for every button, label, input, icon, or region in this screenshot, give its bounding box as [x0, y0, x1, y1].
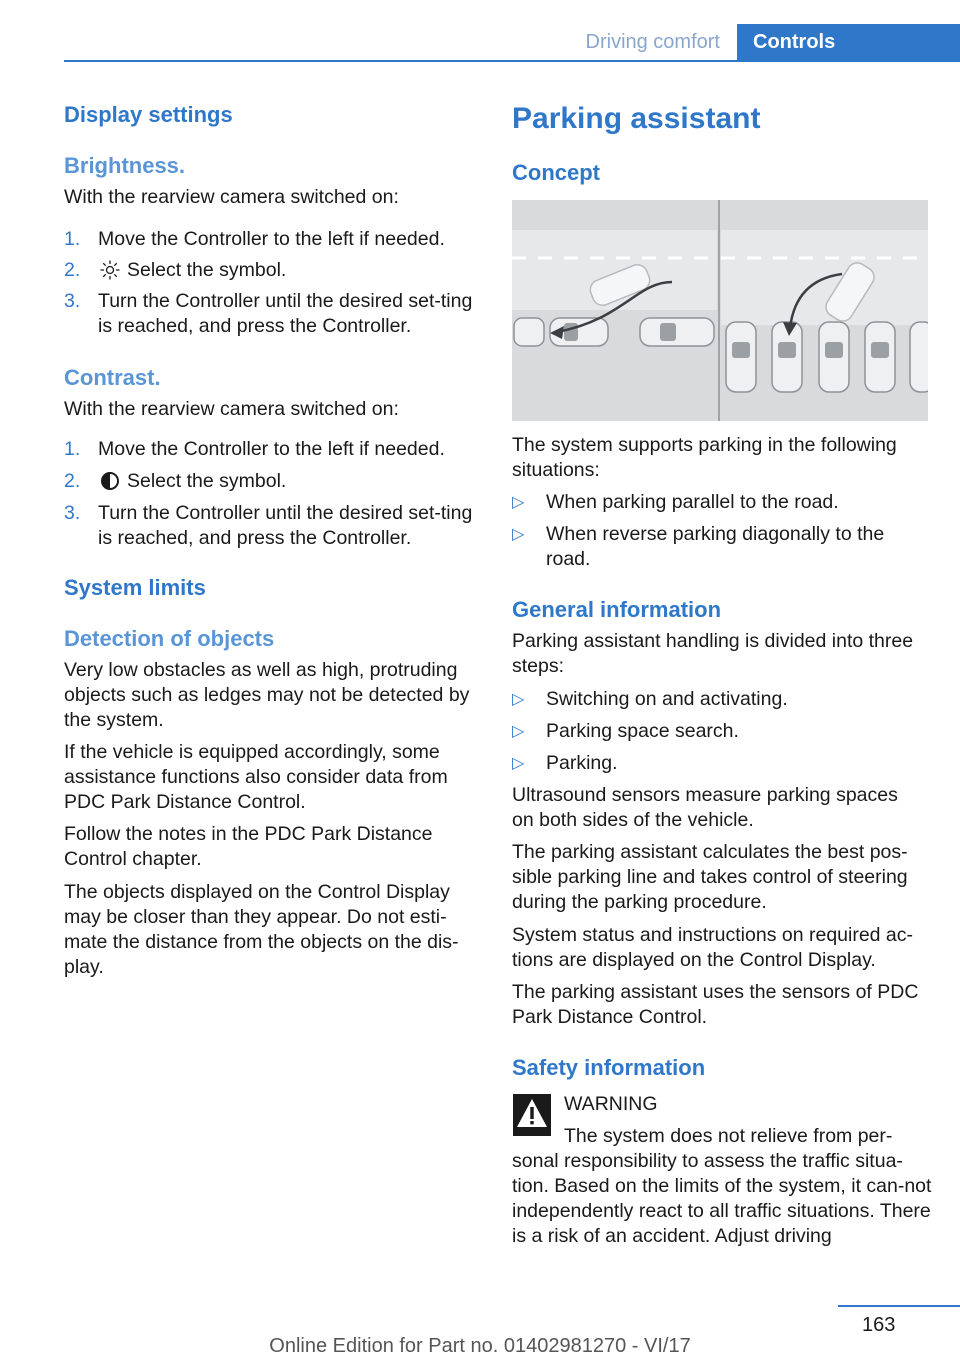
step-number: 3.	[64, 290, 81, 312]
step-number: 1.	[64, 228, 81, 250]
page-number: 163	[862, 1314, 896, 1336]
detection-paragraph-4: The objects displayed on the Control Display may be closer than they appear. Do not esti‐mate the distance from the objects on the dis‐play.	[64, 881, 459, 978]
detection-heading: Detection of objects	[64, 626, 275, 651]
step-text: Turn the Controller until the desired set‐ting is reached, and press the Controller.	[98, 502, 473, 549]
parking-assistant-title: Parking assistant	[512, 102, 761, 135]
step-text: Move the Controller to the left if needed.	[98, 438, 445, 460]
concept-heading: Concept	[512, 160, 600, 185]
ultrasound-paragraph: Ultrasound sensors measure parking spaces on both sides of the vehicle.	[512, 784, 898, 831]
step-number: 2.	[64, 470, 81, 492]
general-information-text: Parking assistant handling is divided into three steps:	[512, 630, 914, 677]
list-item-text: Switching on and activating.	[546, 688, 788, 710]
triangle-bullet-icon: ▷	[512, 691, 525, 708]
step-text: Move the Controller to the left if needed.	[98, 228, 445, 250]
list-item-text: When reverse parking diagonally to the road.	[546, 523, 885, 570]
sun-brightness-icon	[100, 260, 120, 287]
brightness-intro: With the rearview camera switched on:	[64, 186, 399, 208]
contrast-icon	[100, 471, 120, 498]
parking-illustration	[512, 200, 928, 421]
brightness-heading: Brightness.	[64, 153, 186, 178]
triangle-bullet-icon: ▷	[512, 723, 525, 740]
header-chapter-tab: Controls	[737, 24, 960, 62]
display-settings-heading: Display settings	[64, 102, 233, 127]
triangle-bullet-icon: ▷	[512, 526, 525, 543]
general-information-heading: General information	[512, 597, 722, 622]
warning-text: sonal responsibility to assess the traffic situa‐tion. Based on the limits of the system, it can‐not independently react to all traffic situations. There is a risk of an accident. Adjust driving	[512, 1150, 932, 1247]
system-limits-heading: System limits	[64, 575, 206, 600]
step-number: 1.	[64, 438, 81, 460]
step-number: 3.	[64, 502, 81, 524]
pdc-paragraph: The parking assistant uses the sensors of PDC Park Distance Control.	[512, 981, 919, 1028]
contrast-heading: Contrast.	[64, 365, 161, 390]
step-text: Select the symbol.	[127, 259, 287, 281]
header-section-title: Driving comfort	[585, 31, 720, 53]
safety-information-heading: Safety information	[512, 1055, 706, 1080]
warning-text-first-line: The system does not relieve from per‐	[564, 1125, 893, 1147]
status-paragraph: System status and instructions on required ac‐tions are displayed on the Control Display.	[512, 924, 914, 971]
calculation-paragraph: The parking assistant calculates the best pos‐sible parking line and takes control of steering during the parking procedure.	[512, 841, 908, 913]
list-item-text: Parking space search.	[546, 720, 739, 742]
triangle-bullet-icon: ▷	[512, 494, 525, 511]
header-rule	[64, 60, 960, 62]
detection-paragraph-2: If the vehicle is equipped accordingly, some assistance functions also consider data from PDC Park Distance Control.	[64, 741, 448, 813]
step-text: Turn the Controller until the desired set‐ting is reached, and press the Controller.	[98, 290, 473, 337]
concept-text: The system supports parking in the following situations:	[512, 434, 897, 481]
warning-triangle-icon	[513, 1094, 551, 1141]
edition-footer: Online Edition for Part no. 01402981270 - VI/17	[269, 1335, 691, 1357]
warning-label: WARNING	[564, 1093, 658, 1115]
step-text: Select the symbol.	[127, 470, 287, 492]
list-item-text: Parking.	[546, 752, 618, 774]
detection-paragraph-3: Follow the notes in the PDC Park Distance Control chapter.	[64, 823, 433, 870]
contrast-intro: With the rearview camera switched on:	[64, 398, 399, 420]
detection-paragraph-1: Very low obstacles as well as high, protruding objects such as ledges may not be detected by the system.	[64, 659, 470, 731]
list-item-text: When parking parallel to the road.	[546, 491, 839, 513]
step-number: 2.	[64, 259, 81, 281]
footer-rule	[838, 1305, 960, 1307]
triangle-bullet-icon: ▷	[512, 755, 525, 772]
